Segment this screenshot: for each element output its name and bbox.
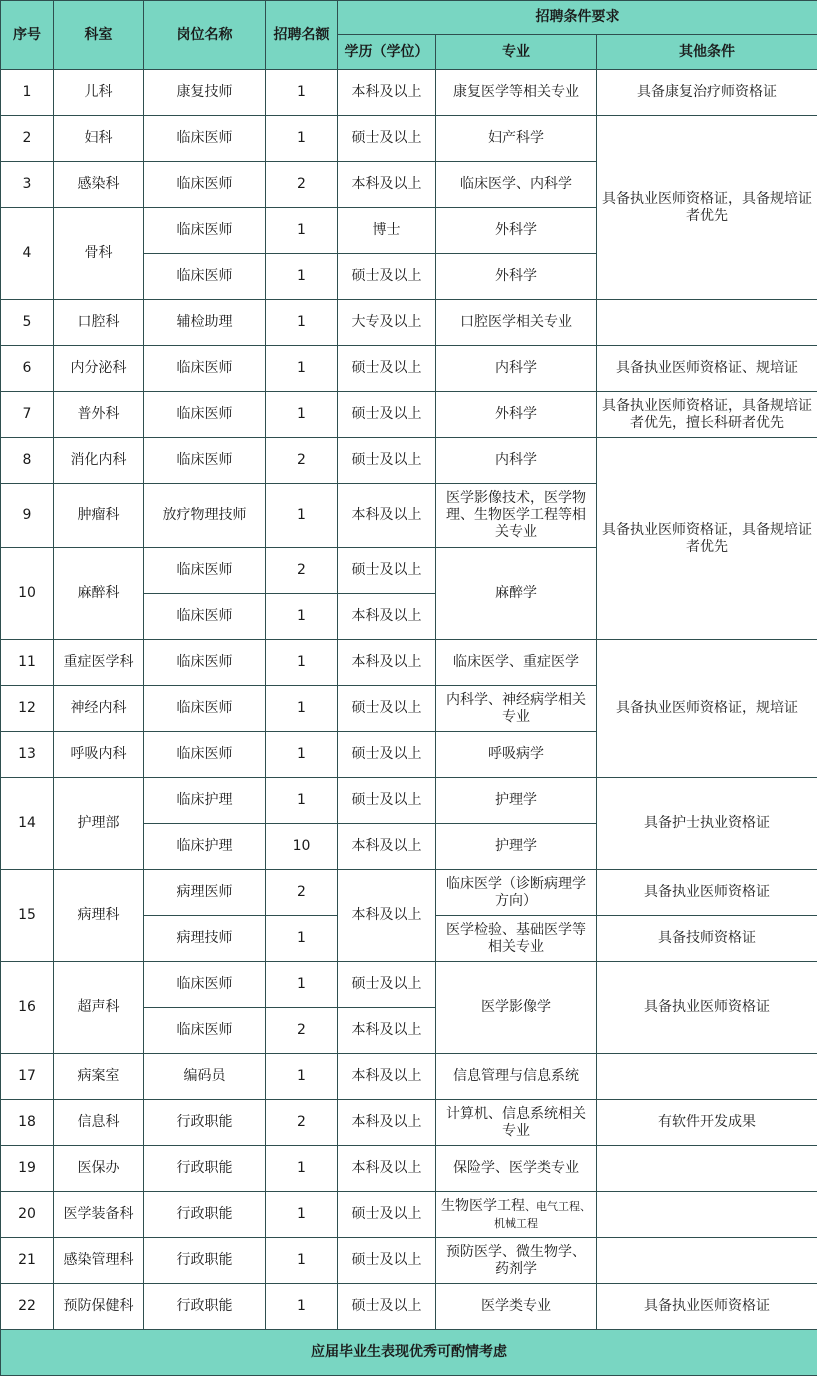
cell-dept: 骨科 xyxy=(54,208,144,300)
cell-quota: 10 xyxy=(266,824,338,870)
cell-quota: 1 xyxy=(266,1238,338,1284)
cell-no: 3 xyxy=(1,162,54,208)
cell-position: 临床医师 xyxy=(144,732,266,778)
cell-other: 具备执业医师资格证、规培证 xyxy=(597,346,817,392)
table-row xyxy=(1,392,817,438)
cell-position: 临床医师 xyxy=(144,392,266,438)
cell-education: 本科及以上 xyxy=(338,1146,436,1192)
cell-quota: 1 xyxy=(266,686,338,732)
cell-dept: 护理部 xyxy=(54,778,144,870)
header-row-1 xyxy=(1,1,817,35)
cell-major: 内科学 xyxy=(436,438,597,484)
cell-major: 计算机、信息系统相关专业 xyxy=(436,1100,597,1146)
cell-position: 临床医师 xyxy=(144,116,266,162)
cell-quota: 1 xyxy=(266,1284,338,1330)
cell-education: 本科及以上 xyxy=(338,162,436,208)
table-row xyxy=(1,1238,817,1284)
cell-position: 临床护理 xyxy=(144,778,266,824)
cell-position: 行政职能 xyxy=(144,1146,266,1192)
cell-major: 妇产科学 xyxy=(436,116,597,162)
table-row xyxy=(1,1054,817,1100)
cell-major: 护理学 xyxy=(436,824,597,870)
cell-dept: 口腔科 xyxy=(54,300,144,346)
cell-dept: 感染科 xyxy=(54,162,144,208)
cell-position: 临床医师 xyxy=(144,438,266,484)
cell-dept: 肿瘤科 xyxy=(54,484,144,548)
cell-other: 具备康复治疗师资格证 xyxy=(597,70,817,116)
table-row xyxy=(1,1284,817,1330)
cell-major: 临床医学（诊断病理学方向） xyxy=(436,870,597,916)
cell-dept: 儿科 xyxy=(54,70,144,116)
cell-education: 大专及以上 xyxy=(338,300,436,346)
cell-quota: 2 xyxy=(266,1008,338,1054)
cell-education: 硕士及以上 xyxy=(338,548,436,594)
cell-dept: 重症医学科 xyxy=(54,640,144,686)
cell-dept: 信息科 xyxy=(54,1100,144,1146)
cell-major: 医学检验、基础医学等相关专业 xyxy=(436,916,597,962)
cell-no: 1 xyxy=(1,70,54,116)
cell-no: 20 xyxy=(1,1192,54,1238)
cell-quota: 1 xyxy=(266,1192,338,1238)
cell-education: 本科及以上 xyxy=(338,870,436,962)
cell-dept: 病案室 xyxy=(54,1054,144,1100)
cell-no: 19 xyxy=(1,1146,54,1192)
cell-dept: 超声科 xyxy=(54,962,144,1054)
cell-no: 10 xyxy=(1,548,54,640)
cell-major: 外科学 xyxy=(436,392,597,438)
cell-major: 医学影像学 xyxy=(436,962,597,1054)
cell-education: 硕士及以上 xyxy=(338,732,436,778)
cell-major: 康复医学等相关专业 xyxy=(436,70,597,116)
cell-position: 辅检助理 xyxy=(144,300,266,346)
cell-other xyxy=(597,1054,817,1100)
table-row xyxy=(1,1100,817,1146)
cell-quota: 1 xyxy=(266,116,338,162)
cell-education: 本科及以上 xyxy=(338,1008,436,1054)
table-row xyxy=(1,438,817,484)
major-small: 、电气工程、机械工程 xyxy=(494,1199,591,1230)
cell-education: 博士 xyxy=(338,208,436,254)
header-education: 学历（学位） xyxy=(338,35,436,70)
cell-major: 临床医学、重症医学 xyxy=(436,640,597,686)
header-requirements: 招聘条件要求 xyxy=(338,1,817,35)
cell-quota: 2 xyxy=(266,1100,338,1146)
cell-position: 临床医师 xyxy=(144,548,266,594)
header-quota: 招聘名额 xyxy=(266,1,338,70)
cell-quota: 1 xyxy=(266,1146,338,1192)
cell-position: 临床医师 xyxy=(144,640,266,686)
cell-no: 17 xyxy=(1,1054,54,1100)
cell-position: 行政职能 xyxy=(144,1284,266,1330)
cell-education: 本科及以上 xyxy=(338,594,436,640)
cell-education: 硕士及以上 xyxy=(338,686,436,732)
cell-quota: 1 xyxy=(266,594,338,640)
cell-quota: 1 xyxy=(266,300,338,346)
cell-major: 临床医学、内科学 xyxy=(436,162,597,208)
cell-no: 22 xyxy=(1,1284,54,1330)
header-position: 岗位名称 xyxy=(144,1,266,70)
cell-quota: 1 xyxy=(266,962,338,1008)
cell-no: 16 xyxy=(1,962,54,1054)
cell-education: 本科及以上 xyxy=(338,484,436,548)
table-row xyxy=(1,1146,817,1192)
cell-position: 病理医师 xyxy=(144,870,266,916)
cell-position: 临床医师 xyxy=(144,594,266,640)
cell-position: 临床医师 xyxy=(144,1008,266,1054)
cell-major: 医学影像技术，医学物理、生物医学工程等相关专业 xyxy=(436,484,597,548)
cell-other: 具备执业医师资格证，具备规培证者优先，擅长科研者优先 xyxy=(597,392,817,438)
cell-education: 本科及以上 xyxy=(338,1100,436,1146)
cell-quota: 1 xyxy=(266,778,338,824)
cell-dept: 病理科 xyxy=(54,870,144,962)
major-main: 生物医学工程 xyxy=(441,1197,525,1214)
table-row xyxy=(1,300,817,346)
cell-no: 6 xyxy=(1,346,54,392)
cell-quota: 1 xyxy=(266,484,338,548)
cell-dept: 呼吸内科 xyxy=(54,732,144,778)
header-other: 其他条件 xyxy=(597,35,817,70)
cell-major: 护理学 xyxy=(436,778,597,824)
cell-major: 内科学 xyxy=(436,346,597,392)
cell-other xyxy=(597,1146,817,1192)
cell-education: 硕士及以上 xyxy=(338,392,436,438)
cell-other: 具备执业医师资格证 xyxy=(597,1284,817,1330)
table-row xyxy=(1,116,817,162)
cell-other xyxy=(597,300,817,346)
cell-dept: 妇科 xyxy=(54,116,144,162)
cell-no: 2 xyxy=(1,116,54,162)
cell-quota: 1 xyxy=(266,208,338,254)
cell-quota: 1 xyxy=(266,732,338,778)
cell-major: 外科学 xyxy=(436,254,597,300)
cell-no: 14 xyxy=(1,778,54,870)
cell-dept: 医保办 xyxy=(54,1146,144,1192)
cell-other-merged: 具备执业医师资格证，具备规培证者优先 xyxy=(597,116,817,300)
cell-quota: 1 xyxy=(266,640,338,686)
cell-other xyxy=(597,1192,817,1238)
cell-quota: 1 xyxy=(266,916,338,962)
table-row xyxy=(1,640,817,686)
cell-no: 8 xyxy=(1,438,54,484)
cell-other: 具备执业医师资格证 xyxy=(597,870,817,916)
cell-dept: 感染管理科 xyxy=(54,1238,144,1284)
cell-major: 信息管理与信息系统 xyxy=(436,1054,597,1100)
cell-major: 医学类专业 xyxy=(436,1284,597,1330)
cell-no: 4 xyxy=(1,208,54,300)
cell-no: 18 xyxy=(1,1100,54,1146)
cell-quota: 2 xyxy=(266,870,338,916)
cell-education: 硕士及以上 xyxy=(338,1284,436,1330)
cell-other: 有软件开发成果 xyxy=(597,1100,817,1146)
cell-position: 临床医师 xyxy=(144,254,266,300)
cell-education: 本科及以上 xyxy=(338,1054,436,1100)
cell-education: 硕士及以上 xyxy=(338,1238,436,1284)
cell-major xyxy=(436,1192,597,1238)
cell-major: 呼吸病学 xyxy=(436,732,597,778)
cell-position: 临床医师 xyxy=(144,162,266,208)
footer-note: 应届毕业生表现优秀可酌情考虑 xyxy=(1,1330,817,1376)
cell-position: 病理技师 xyxy=(144,916,266,962)
cell-other: 具备护士执业资格证 xyxy=(597,778,817,870)
cell-major: 内科学、神经病学相关专业 xyxy=(436,686,597,732)
cell-position: 临床医师 xyxy=(144,962,266,1008)
cell-major: 外科学 xyxy=(436,208,597,254)
cell-quota: 2 xyxy=(266,162,338,208)
cell-education: 硕士及以上 xyxy=(338,346,436,392)
cell-dept: 麻醉科 xyxy=(54,548,144,640)
cell-education: 硕士及以上 xyxy=(338,254,436,300)
cell-no: 13 xyxy=(1,732,54,778)
cell-quota: 1 xyxy=(266,1054,338,1100)
cell-major: 预防医学、微生物学、药剂学 xyxy=(436,1238,597,1284)
header-no: 序号 xyxy=(1,1,54,70)
cell-position: 行政职能 xyxy=(144,1238,266,1284)
cell-no: 21 xyxy=(1,1238,54,1284)
footer-row xyxy=(1,1330,817,1376)
cell-education: 硕士及以上 xyxy=(338,778,436,824)
cell-no: 11 xyxy=(1,640,54,686)
cell-no: 5 xyxy=(1,300,54,346)
table-row xyxy=(1,70,817,116)
cell-education: 硕士及以上 xyxy=(338,962,436,1008)
header-dept: 科室 xyxy=(54,1,144,70)
cell-position: 临床医师 xyxy=(144,346,266,392)
cell-no: 15 xyxy=(1,870,54,962)
cell-dept: 消化内科 xyxy=(54,438,144,484)
cell-other xyxy=(597,1238,817,1284)
cell-other: 具备执业医师资格证 xyxy=(597,962,817,1054)
cell-major: 保险学、医学类专业 xyxy=(436,1146,597,1192)
cell-quota: 2 xyxy=(266,548,338,594)
cell-other-merged: 具备执业医师资格证，具备规培证者优先 xyxy=(597,438,817,640)
cell-dept: 内分泌科 xyxy=(54,346,144,392)
table-row xyxy=(1,870,817,916)
cell-position: 临床医师 xyxy=(144,208,266,254)
cell-position: 临床医师 xyxy=(144,686,266,732)
cell-no: 9 xyxy=(1,484,54,548)
cell-education: 本科及以上 xyxy=(338,824,436,870)
cell-dept: 神经内科 xyxy=(54,686,144,732)
cell-no: 12 xyxy=(1,686,54,732)
cell-education: 硕士及以上 xyxy=(338,438,436,484)
cell-quota: 1 xyxy=(266,70,338,116)
cell-education: 本科及以上 xyxy=(338,640,436,686)
cell-dept: 医学装备科 xyxy=(54,1192,144,1238)
cell-quota: 1 xyxy=(266,346,338,392)
cell-major: 麻醉学 xyxy=(436,548,597,640)
cell-major: 口腔医学相关专业 xyxy=(436,300,597,346)
cell-position: 编码员 xyxy=(144,1054,266,1100)
cell-position: 康复技师 xyxy=(144,70,266,116)
cell-quota: 1 xyxy=(266,254,338,300)
cell-education: 本科及以上 xyxy=(338,70,436,116)
cell-education: 硕士及以上 xyxy=(338,116,436,162)
cell-dept: 普外科 xyxy=(54,392,144,438)
cell-education: 硕士及以上 xyxy=(338,1192,436,1238)
cell-dept: 预防保健科 xyxy=(54,1284,144,1330)
table-row xyxy=(1,346,817,392)
table-row xyxy=(1,1192,817,1238)
cell-position: 临床护理 xyxy=(144,824,266,870)
header-major: 专业 xyxy=(436,35,597,70)
cell-no: 7 xyxy=(1,392,54,438)
table-row xyxy=(1,778,817,824)
cell-other-merged: 具备执业医师资格证，规培证 xyxy=(597,640,817,778)
cell-quota: 2 xyxy=(266,438,338,484)
cell-position: 行政职能 xyxy=(144,1100,266,1146)
cell-position: 行政职能 xyxy=(144,1192,266,1238)
table-row xyxy=(1,962,817,1008)
cell-quota: 1 xyxy=(266,392,338,438)
cell-position: 放疗物理技师 xyxy=(144,484,266,548)
cell-other: 具备技师资格证 xyxy=(597,916,817,962)
